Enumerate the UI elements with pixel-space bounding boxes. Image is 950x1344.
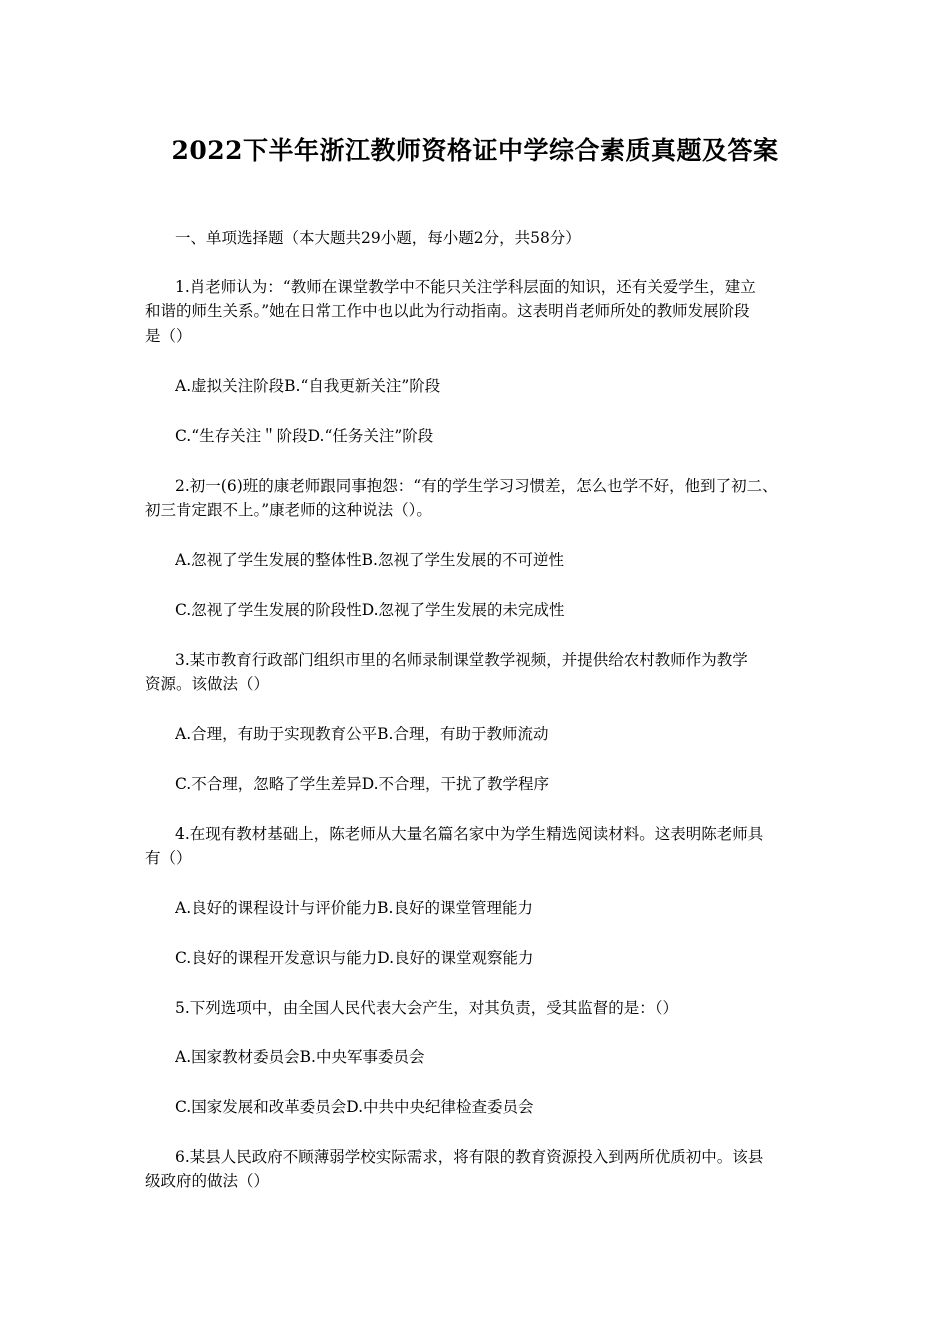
- question-1-options-cd: C.“生存关注＂阶段D.“任务关注”阶段: [175, 427, 434, 445]
- section-heading: 一、单项选择题（本大题共29小题，每小题2分，共58分）: [175, 229, 581, 247]
- question-2-stem-line-1: 2.初一(6)班的康老师跟同事抱怨：“有的学生学习习惯差，怎么也学不好，他到了初二、: [175, 477, 778, 495]
- question-1-stem-line-3: 是（）: [145, 327, 192, 345]
- question-4-stem-line-2: 有（）: [145, 849, 192, 867]
- question-6-stem-line-2: 级政府的做法（）: [145, 1172, 270, 1190]
- question-4-options-cd: C.良好的课程开发意识与能力D.良好的课堂观察能力: [175, 949, 534, 967]
- question-5-options-ab: A.国家教材委员会B.中央军事委员会: [175, 1048, 425, 1066]
- question-5-options-cd: C.国家发展和改革委员会D.中共中央纪律检查委员会: [175, 1098, 534, 1116]
- document-title: 2022下半年浙江教师资格证中学综合素质真题及答案: [171, 136, 779, 165]
- question-1-stem-line-1: 1.肖老师认为：“教师在课堂教学中不能只关注学科层面的知识，还有关爱学生，建立: [175, 278, 756, 296]
- question-4-options-ab: A.良好的课程设计与评价能力B.良好的课堂管理能力: [175, 899, 533, 917]
- question-3-stem-line-1: 3.某市教育行政部门组织市里的名师录制课堂教学视频，并提供给农村教师作为教学: [175, 651, 748, 669]
- question-3-options-ab: A.合理，有助于实现教育公平B.合理，有助于教师流动: [175, 725, 549, 743]
- question-2-stem-line-2: 初三肯定跟不上。”康老师的这种说法（）。: [145, 501, 432, 519]
- question-1-options-ab: A.虚拟关注阶段B.“自我更新关注”阶段: [175, 377, 441, 395]
- question-1-stem-line-2: 和谐的师生关系。”她在日常工作中也以此为行动指南。这表明肖老师所处的教师发展阶段: [145, 302, 750, 320]
- question-2-options-ab: A.忽视了学生发展的整体性B.忽视了学生发展的不可逆性: [175, 551, 564, 569]
- question-5-stem-line-1: 5.下列选项中，由全国人民代表大会产生，对其负责，受其监督的是：（）: [175, 999, 679, 1017]
- question-3-stem-line-2: 资源。该做法（）: [145, 675, 270, 693]
- question-3-options-cd: C.不合理，忽略了学生差异D.不合理，干扰了教学程序: [175, 775, 550, 793]
- question-2-options-cd: C.忽视了学生发展的阶段性D.忽视了学生发展的未完成性: [175, 601, 565, 619]
- question-6-stem-line-1: 6.某县人民政府不顾薄弱学校实际需求，将有限的教育资源投入到两所优质初中。该县: [175, 1148, 764, 1166]
- question-4-stem-line-1: 4.在现有教材基础上，陈老师从大量名篇名家中为学生精选阅读材料。这表明陈老师具: [175, 825, 764, 843]
